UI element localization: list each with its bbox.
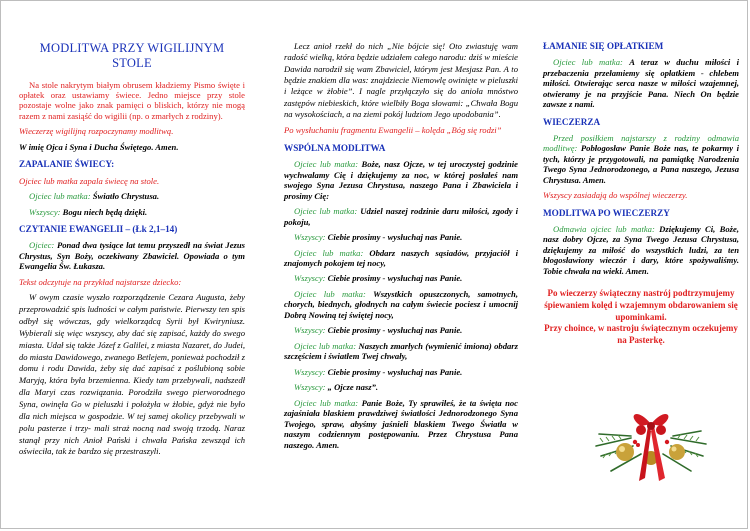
wafer-heading: ŁAMANIE SIĘ OPŁATKIEM xyxy=(543,41,664,51)
column-left xyxy=(11,1,253,528)
speaker-label: Wszyscy: xyxy=(29,206,61,217)
supper-heading: WIECZERZA xyxy=(543,116,601,127)
speaker-text: Ciebie prosimy - wysłuchaj nas Panie. xyxy=(327,325,463,336)
after-supper-heading: MODLITWA PO WIECZERZY xyxy=(543,207,670,218)
speaker-text: Światło Chrystusa. xyxy=(92,191,160,202)
christmas-decoration-image xyxy=(591,386,711,491)
speaker-text: A teraz w duchu miłości i przebaczenia przełamiemy się opłatkiem - chlebem miłości. Otwierając serca nasze w miłości wzajemnej, otwieramy je na przyjście Pana. Niech On będzie zawsze z nami. xyxy=(543,57,739,110)
response xyxy=(284,367,518,377)
closing-prayer xyxy=(284,398,518,450)
speaker-label: Ojciec lub matka: xyxy=(294,159,359,170)
gospel-intro xyxy=(19,240,245,271)
speaker-label: Ojciec lub matka: xyxy=(553,57,623,68)
speaker-label: Wszyscy: xyxy=(294,366,326,377)
carol-note: Po wysłuchaniu fragmentu Ewangelii – kolęda „Bóg się rodzi” xyxy=(284,125,502,136)
closing-line-2: Przy choince, w nastroju świątecznym oczekujemy na Pasterkę. xyxy=(544,323,738,346)
speaker-label: Wszyscy: xyxy=(294,232,326,243)
speaker-text: Ponad dwa tysiące lat temu przyszedł na świat Jezus Chrystus, Syn Boży, oczekiwany Zbawiciel. Opowiada o tym Ewangelia Św. Łukasza. xyxy=(19,240,246,272)
response xyxy=(284,232,518,242)
speaker-label: Ojciec lub matka: xyxy=(29,191,91,202)
speaker-label: Ojciec lub matka: xyxy=(294,247,364,258)
speaker-text: Panie Boże, Ty sprawiłeś, że ta święta noc zajaśniała blaskiem prawdziwej światłości Jednorodzonego Syna Twojego, spraw, abyśmy jaśnieli blaskiem Twego Światła w naszym codziennym postępowaniu. Przez Chrystusa Pana naszego. Amen. xyxy=(284,397,518,450)
speaker-label: Wszyscy: xyxy=(294,382,326,393)
speaker-label: Wszyscy: xyxy=(294,273,326,284)
start-note: Wieczerzę wigilijną rozpoczynamy modlitwą. xyxy=(19,126,174,137)
speaker-text: Bogu niech będą dzięki. xyxy=(62,206,148,217)
candle-leader xyxy=(19,191,245,201)
speaker-text: Dziękujemy Ci, Boże, nasz dobry Ojcze, za Syna Twego Jezusa Chrystusa, dziękujemy za miłość do wszystkich ludzi, za ten błogosławiony wieczór i dary, które spożywaliśmy. Tobie chwała na wieki. Amen. xyxy=(543,223,739,276)
sign-of-cross: W imię Ojca i Syna i Ducha Świętego. Amen. xyxy=(19,141,179,152)
gospel-text: W owym czasie wyszło rozporządzenie Cezara Augusta, żeby przeprowadzić spis ludności w całym państwie. Pierwszy ten spis odbył się wówczas, gdy wielkorządcą Syrii był Kwiryniusz. Wybierali się więc wszyscy, aby dać się zapisać, każdy do swego miasta. Udał się także Józef z Galilei, z miasta Nazaret, do Judei, do miasta Dawidowego, zwanego Betlejem, ponieważ pochodził z domu i rodu Dawida, żeby się dać zapisać z poślubioną sobie Maryją, która była brzemienna. Kiedy tam przebywali, nadszedł dla Maryi czas rozwiązania. Porodziła swego pierworodnego Syna, owinęła Go w pieluszki i położyła w żłobie, gdyż nie było dla nich miejsca w gospodzie. W tej samej okolicy przebywali w polu pasterze i trzy- mali straż nocną nad swoją trzodą. Naraz stanął przy nich Anioł Pański i chwała Pańska zewsząd ich oświeciła, tak że bardzo się przestraszyli. xyxy=(19,292,245,457)
candle-all xyxy=(19,207,245,217)
speaker-text: Naszych zmarłych (wymienić imiona) obdarz szczęściem i światłem Twej chwały, xyxy=(284,340,518,362)
gospel-heading: CZYTANIE EWANGELII – (Łk 2,1–14) xyxy=(19,224,178,235)
gospel-note: Tekst odczytuje na przykład najstarsze dziecko: xyxy=(19,276,182,287)
closing-note xyxy=(543,288,739,346)
page-title: MODLITWA PRZY WIGILIJNYM STOLE xyxy=(39,41,225,71)
wafer-text xyxy=(543,57,739,109)
speaker-label: Ojciec lub matka: xyxy=(294,340,357,351)
speaker-label: Ojciec: xyxy=(29,240,55,251)
response xyxy=(284,325,518,335)
petition xyxy=(284,341,518,362)
candle-note: Ojciec lub matka zapala świecę na stole. xyxy=(19,175,160,186)
response xyxy=(284,273,518,283)
gospel-continued: Lecz anioł rzekł do nich „Nie bójcie się! Oto zwiastuję wam radość wielką, która będzie udziałem całego narodu: dziś w mieście Dawida narodził się wam Zbawiciel, którym jest Mesjasz Pan. A to będzie znakiem dla was: znajdziecie Niemowlę owinięte w pieluszki i leżące w żłobie”. I nagle przyłączyło się do anioła mnóstwo zastępów niebieskich, które wielbiły Boga słowami: „Chwała Bogu na wysokościach, a na ziemi pokój ludziom Jego upodobania”. xyxy=(284,41,518,120)
column-middle xyxy=(276,1,526,528)
petition xyxy=(284,206,518,227)
speaker-text: Ciebie prosimy - wysłuchaj nas Panie. xyxy=(327,232,463,243)
supper-note: Wszyscy zasiadają do wspólnej wieczerzy. xyxy=(543,190,688,201)
speaker-text: Pobłogosław Panie Boże nas, te pokarmy i tych, którzy je przygotowali, na pamiątkę Narodzenia Twego Syna Jednorodzonego, a Pana naszego, Jezusa Chrystusa. Amen. xyxy=(543,143,739,185)
petition xyxy=(284,248,518,269)
speaker-label: Ojciec lub matka: xyxy=(294,206,358,217)
speaker-label: Ojciec lub matka: xyxy=(294,288,366,299)
speaker-label: Odmawia ojciec lub matka: xyxy=(553,223,655,234)
speaker-label: Wszyscy: xyxy=(294,325,326,336)
speaker-text: Udziel naszej rodzinie daru miłości, zgody i pokoju, xyxy=(284,206,518,227)
prayer-intro xyxy=(284,159,518,201)
speaker-text: „ Ojcze nasz”. xyxy=(327,382,379,393)
response xyxy=(284,382,518,392)
speaker-label: Ojciec lub matka: xyxy=(294,397,359,408)
closing-line-1: Po wieczerzy świąteczny nastrój podtrzymujemy śpiewaniem kolęd i wzajemnym obdarowaniem się upominkami. xyxy=(544,288,738,322)
supper-text xyxy=(543,133,739,185)
petition xyxy=(284,289,518,320)
speaker-text: Ciebie prosimy - wysłuchaj nas Panie. xyxy=(327,366,463,377)
speaker-text: Ciebie prosimy - wysłuchaj nas Panie. xyxy=(327,273,463,284)
candle-heading: ZAPALANIE ŚWIECY: xyxy=(19,159,115,170)
after-supper-text xyxy=(543,224,739,276)
intro-text: Na stole nakrytym białym obrusem kładziemy Pismo święte i opłatek oraz ustawiamy świece. Jedno miejsce przy stole pozostaje wolne jako znak pamięci o bliskich, którzy nie mogą razem z nami zasiąść do wigilii (np. o zmarłych z rodziny). xyxy=(19,79,245,121)
speaker-label: Przed posiłkiem najstarszy z rodziny odmawia modlitwę: xyxy=(543,132,739,154)
speaker-text: Boże, nasz Ojcze, w tej uroczystej godzinie wychwalamy Cię i dziękujemy za noc, w której posłałeś nam swojego Syna Jezusa Chrystusa, naszego Pana i Zbawiciela i prosimy Cię: xyxy=(284,159,518,201)
prayer-heading: WSPÓLNA MODLITWA xyxy=(284,142,386,153)
speaker-text: Obdarz naszych sąsiadów, przyjaciół i znajomych pokojem tej nocy, xyxy=(284,247,518,268)
speaker-text: Wszystkich opuszczonych, samotnych, chorych, biednych, głodnych na całym świecie pociesz i umocnij Dobrą Nowiną tej świętej nocy, xyxy=(284,288,518,320)
